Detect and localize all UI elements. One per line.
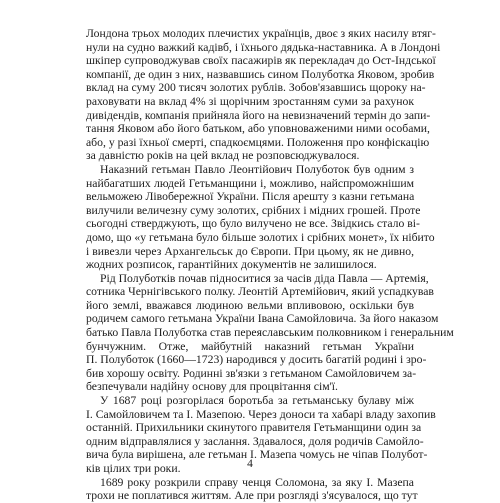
text-line: його землі, вважався людиною вельми впливовою, оскільки був [86, 298, 414, 312]
body-text [86, 27, 454, 503]
text-line: У 1687 році розгорілася боротьба за гетьманську булаву між [100, 394, 414, 408]
text-line: Рід Полуботків почав підноситися за часів діда Павла — Артемія, [100, 271, 429, 285]
text-line: одним відправлялися у заслання. Здавалося, доля родичів Самойло- [86, 434, 424, 448]
text-line: сотника Чернігівського полку. Леонтій Артемійович, який успадкував [86, 285, 434, 299]
text-line: трохи не поплатився життям. Але при розгляді з'ясувалося, що тут [86, 489, 418, 503]
text-line: родичем самого гетьмана України Івана Самойловича. За його наказом [86, 312, 439, 326]
text-line: бунчужним. Отже, майбутній наказний гетьман України [86, 339, 414, 353]
text-line: тання Яковом або його батьком, або уповноваженими ними особами, [86, 122, 430, 136]
text-line: раховувати на вклад 4% зі щорічним зростанням суми за рахунок [86, 94, 414, 108]
text-line: шкіпер супроводжував своїх пасажирів як перекладач до Ост-Індської [86, 54, 436, 68]
text-line: Лондона трьох молодих плечистих українців, двоє з яких насилу втяг- [86, 27, 436, 40]
text-line: жодних розписок, гарантійних документів не залишилося. [86, 258, 377, 272]
text-line: 1689 року розкрили справу ченця Соломона, за яку І. Мазепа [100, 475, 414, 489]
text-line: вича була вирішена, але гетьман І. Мазепа чомусь не чіпав Полубот- [86, 448, 428, 462]
text-line: домо, що «у гетьмана було більше золотих і срібних монет», їх нібито [86, 230, 435, 244]
text-line: компанії, де один з них, назвавшись сином Полуботка Яковом, зробив [86, 67, 435, 81]
text-line: найбагатших людей Гетьманщини і, можливо, найспроможнішим [86, 176, 414, 190]
text-line: вельможею Лівобережної України. Після арешту з казни гетьмана [86, 190, 415, 204]
text-line: П. Полуботок (1660—1723) народився у досить багатій родині і зро- [86, 353, 427, 367]
text-line: дивідендів, компанія прийняла його на невизначений термін до запи- [86, 108, 431, 122]
text-line: батько Павла Полуботка став переяславським полковником і генеральним [86, 326, 454, 340]
text-line: І. Самойловичем та І. Мазепою. Через доноси та хабарі владу захопив [86, 407, 436, 421]
text-line: останній. Прихильники скинутого правителя Гетьманщини один за [86, 421, 422, 435]
text-line: Наказний гетьман Павло Леонтійович Полуботок був одним з [100, 162, 414, 176]
page-number: 4 [247, 458, 253, 470]
text-line: і вивезли через Архангельськ до Європи. При цьому, як не дивно, [86, 244, 414, 258]
text-line: нули на судно важкий кадівб, і їхнього дядька-наставника. А в Лондоні [86, 40, 441, 54]
text-line: бив хорошу освіту. Родинні зв'язки з гетьманом Самойловичем за- [86, 366, 417, 380]
text-line: вилучили величезну суму золотих, срібних і мідних грошей. Проте [86, 203, 421, 217]
text-line: безпечували надійну основу для процвітання сім'ї. [86, 380, 338, 394]
text-line: ків цілих три роки. [86, 462, 181, 475]
text-line: сьогодні стверджують, що було вилучено не все. Звідкись стало ві- [86, 217, 420, 231]
text-line: або, у разі їхньої смерті, спадкоємцями. Положення про конфіскацію [86, 135, 430, 149]
text-line: вклад на суму 200 тисяч золотих рублів. Зобов'язавшись щороку на- [86, 81, 426, 95]
text-line: за давністю років на цей вклад не розповсюджувалося. [86, 149, 360, 163]
